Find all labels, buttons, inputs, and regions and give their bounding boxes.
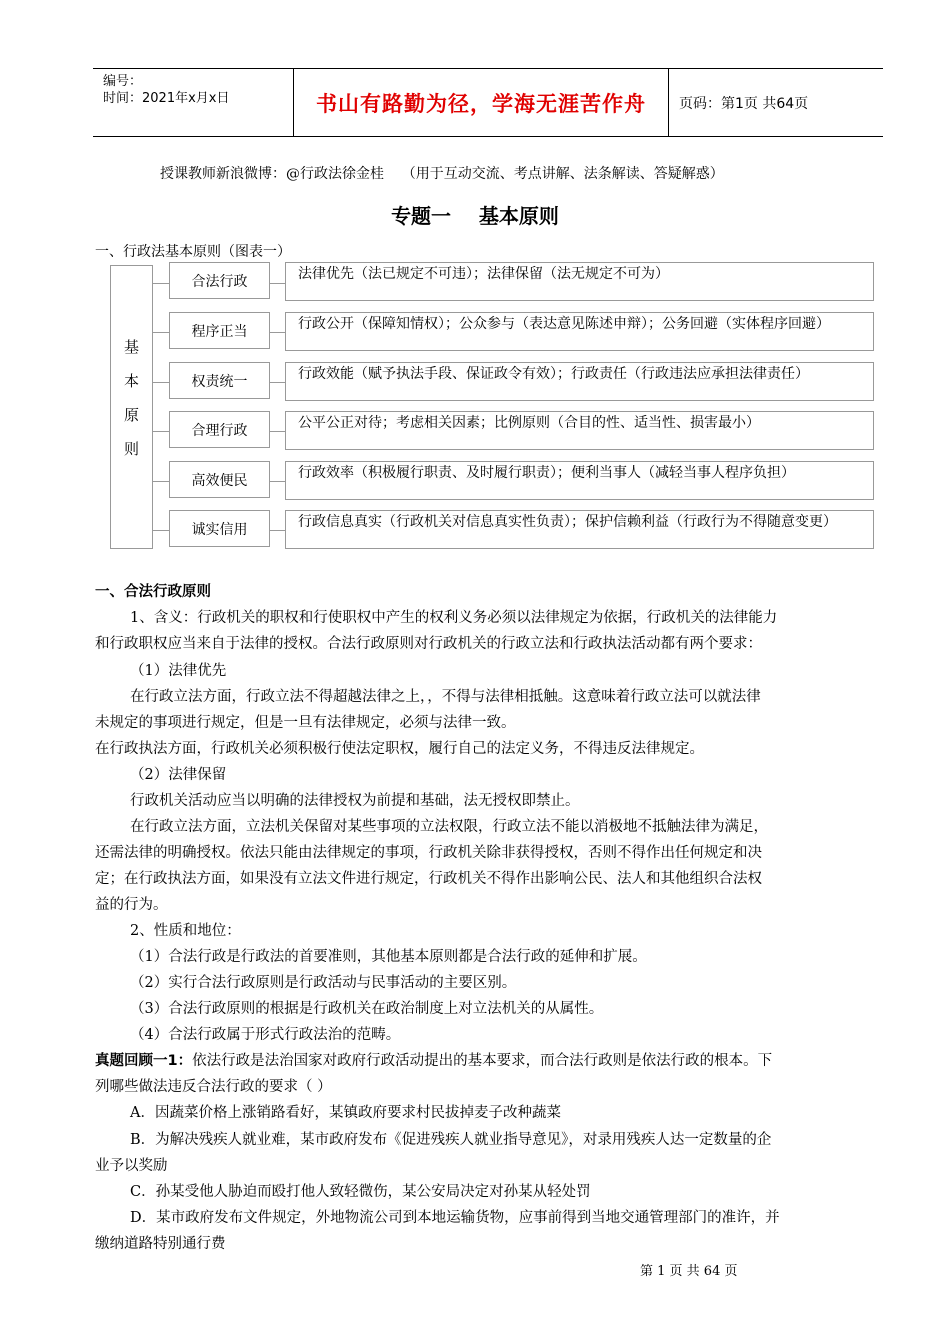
connector: [270, 431, 285, 432]
paragraph-line: 业予以奖励: [95, 1158, 168, 1174]
header-motto: 书山有路勤为径，学海无涯苦作舟: [294, 69, 669, 136]
option-a: A．因蔬菜价格上涨销路看好，某镇政府要求村民拔掉麦子改种蔬菜: [130, 1105, 561, 1121]
connector: [153, 481, 169, 482]
paragraph-line: 还需法律的明确授权。依法只能由法律规定的事项，行政机关除非获得授权，否则不得作出任何规定和决: [95, 845, 762, 861]
principle-name: 合理行政: [169, 411, 270, 448]
topic-title: 专题一 基本原则: [391, 204, 559, 228]
connector: [153, 283, 169, 284]
number-label: 编号：: [103, 74, 143, 89]
principle-desc: 行政效率（积极履行职责、及时履行职责）；便利当事人（减轻当事人程序负担）: [285, 461, 874, 500]
paragraph-line: 和行政职权应当来自于法律的授权。合法行政原则对行政机关的行政立法和行政执法活动都有两个要求：: [95, 636, 762, 652]
connector: [153, 382, 169, 383]
page-footer: 第 1 页 共 64 页: [640, 1264, 738, 1279]
paragraph-line: 在行政立法方面，立法机关保留对某些事项的立法权限，行政立法不能以消极地不抵触法律为满足，: [130, 819, 768, 835]
subheading: （2）法律保留: [130, 767, 227, 783]
principle-desc: 法律优先（法已规定不可违）；法律保留（法无规定不可为）: [285, 262, 874, 301]
paragraph-line: 1、含义：行政机关的职权和行使职权中产生的权利义务必须以法律规定为依据，行政机关的法律能力: [130, 610, 778, 626]
page-header: [93, 68, 883, 137]
principle-desc: 行政公开（保障知情权）；公众参与（表达意见陈述申辩）；公务回避（实体程序回避）: [285, 312, 874, 351]
header-page-info: 页码：第1页 共64页: [679, 95, 809, 112]
question-text: 依法行政是法治国家对政府行政活动提出的基本要求，而合法行政则是依法行政的根本。下: [192, 1053, 773, 1069]
principle-name: 高效便民: [169, 461, 270, 498]
paragraph-line: 行政机关活动应当以明确的法律授权为前提和基础，法无授权即禁止。: [130, 793, 580, 809]
paragraph-line: 在行政立法方面，行政立法不得超越法律之上，，不得与法律相抵触。这意味着行政立法可以就法律: [130, 689, 761, 705]
connector: [270, 481, 285, 482]
option-c: C．孙某受他人胁迫而殴打他人致轻微伤，某公安局决定对孙某从轻处罚: [130, 1184, 591, 1200]
option-d: D．某市政府发布文件规定，外地物流公司到本地运输货物，应事前得到当地交通管理部门的准许，并: [130, 1210, 780, 1226]
paragraph-line: 缴纳道路特别通行费: [95, 1236, 226, 1252]
list-item: （3）合法行政原则的根据是行政机关在政治制度上对立法机关的从属性。: [130, 1001, 604, 1017]
connector: [153, 431, 169, 432]
paragraph-line: 定；在行政执法方面，如果没有立法文件进行规定，行政机关不得作出影响公民、法人和其他组织合法权: [95, 871, 762, 887]
principle-name: 诚实信用: [169, 510, 270, 547]
list-item: （1）合法行政是行政法的首要准则，其他基本原则都是合法行政的延伸和扩展。: [130, 949, 647, 965]
paragraph-line: 列哪些做法违反合法行政的要求（ ）: [95, 1079, 332, 1095]
connector: [270, 332, 285, 333]
option-b: B．为解决残疾人就业难，某市政府发布《促进残疾人就业指导意见》，对录用残疾人达一定数量的企: [130, 1132, 772, 1148]
paragraph-line: 未规定的事项进行规定，但是一旦有法律规定，必须与法律一致。: [95, 715, 516, 731]
header-meta: [93, 69, 294, 136]
principle-desc: 行政效能（赋予执法手段、保证政令有效）；行政责任（行政违法应承担法律责任）: [285, 362, 874, 401]
connector: [270, 283, 285, 284]
time-label: 时间：2021年x月x日: [103, 91, 230, 106]
list-item: （4）合法行政属于形式行政法治的范畴。: [130, 1027, 401, 1043]
connector: [270, 530, 285, 531]
principle-desc: 公平公正对待；考虑相关因素；比例原则（合目的性、适当性、损害最小）: [285, 411, 874, 450]
question-line: [95, 1049, 772, 1070]
diagram-root-label: 基本原则: [122, 339, 140, 475]
subheading: 2、性质和地位：: [130, 923, 241, 939]
chart-heading: 一、行政法基本原则（图表一）: [95, 244, 291, 260]
question-label: 真题回顾一1：: [95, 1053, 193, 1069]
principle-desc: 行政信息真实（行政机关对信息真实性负责）；保护信赖利益（行政行为不得随意变更）: [285, 510, 874, 549]
connector: [270, 382, 285, 383]
list-item: （2）实行合法行政原则是行政活动与民事活动的主要区别。: [130, 975, 517, 991]
paragraph-line: 益的行为。: [95, 897, 168, 913]
instructor-line: 授课教师新浪微博：@行政法徐金桂 （用于互动交流、考点讲解、法条解读、答疑解惑）: [160, 166, 724, 182]
principle-name: 合法行政: [169, 262, 270, 299]
section-heading: 一、合法行政原则: [95, 584, 211, 600]
connector: [153, 332, 169, 333]
principle-name: 程序正当: [169, 312, 270, 349]
principle-name: 权责统一: [169, 362, 270, 399]
subheading: （1）法律优先: [130, 663, 227, 679]
diagram-root: [110, 265, 153, 549]
connector: [153, 530, 169, 531]
paragraph-line: 在行政执法方面，行政机关必须积极行使法定职权，履行自己的法定义务，不得违反法律规定。: [95, 741, 704, 757]
